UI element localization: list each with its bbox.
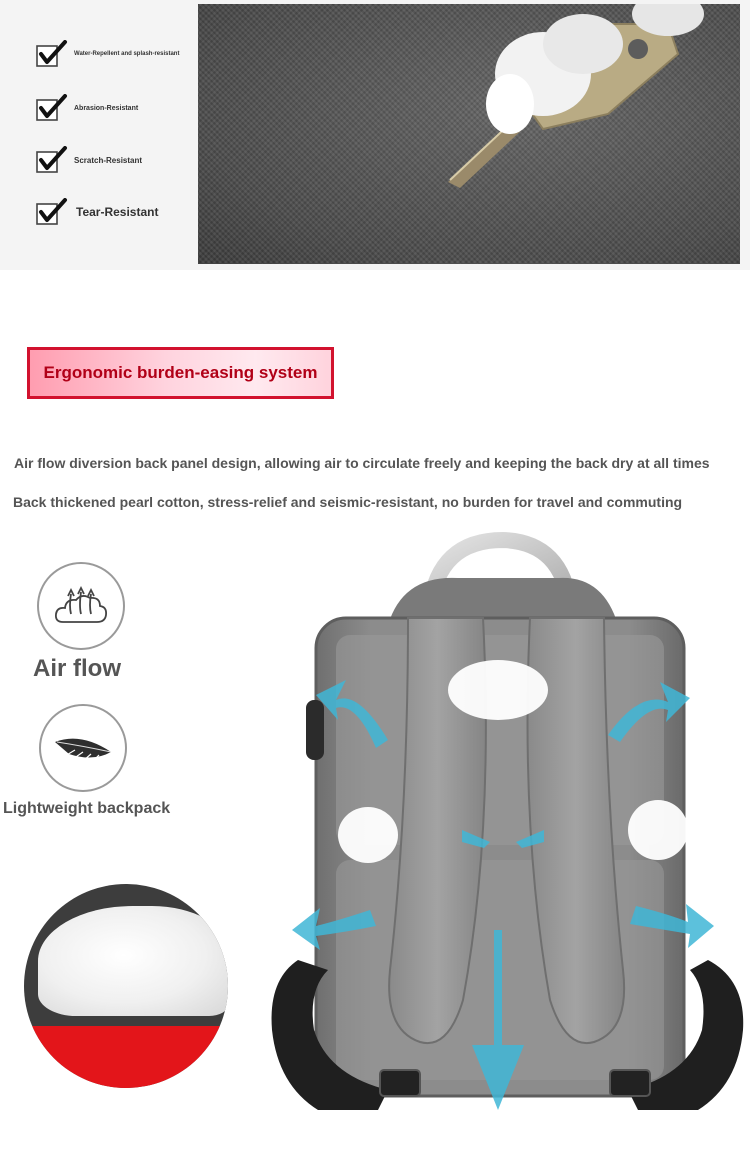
checkbox-icon bbox=[36, 40, 68, 68]
feature-scratch-resistant bbox=[36, 146, 142, 174]
feature-label: Abrasion-Resistant bbox=[74, 104, 139, 112]
checkbox-icon bbox=[36, 198, 68, 226]
description-cushion: Back thickened pearl cotton, stress-relief and seismic-resistant, no burden for travel and commuting bbox=[13, 494, 683, 510]
section-banner bbox=[27, 347, 334, 399]
fabric-scratch-photo bbox=[198, 4, 740, 264]
usb-port bbox=[306, 700, 324, 760]
feather-icon bbox=[41, 706, 125, 790]
banner-title: Ergonomic burden-easing system bbox=[43, 363, 318, 382]
airflow-label: Air flow bbox=[33, 655, 121, 682]
feature-water-repellent bbox=[36, 40, 179, 68]
feature-label: Tear-Resistant bbox=[76, 205, 159, 219]
backpack-airflow-illustration bbox=[258, 530, 750, 1120]
feature-label: Water-Repellent and splash-resistant bbox=[74, 51, 180, 57]
checkbox-icon bbox=[36, 94, 68, 122]
feature-tear-resistant bbox=[36, 198, 158, 226]
description-airflow: Air flow diversion back panel design, allowing air to circulate freely and keeping the back dry at all times bbox=[14, 455, 710, 471]
feature-label: Scratch-Resistant bbox=[74, 155, 143, 165]
lightweight-label: Lightweight backpack bbox=[3, 800, 171, 817]
airflow-icon-badge bbox=[37, 562, 125, 650]
lightweight-icon-badge bbox=[39, 704, 127, 792]
key-scratch-illustration bbox=[198, 4, 740, 264]
pearl-cotton-foam-photo bbox=[24, 884, 228, 1088]
airflow-cloud-icon bbox=[39, 564, 123, 648]
feature-band bbox=[0, 0, 750, 270]
foam-cushion bbox=[38, 906, 228, 1016]
checkbox-icon bbox=[36, 146, 68, 174]
foam-red-base bbox=[24, 1026, 228, 1088]
feature-abrasion-resistant bbox=[36, 94, 138, 122]
